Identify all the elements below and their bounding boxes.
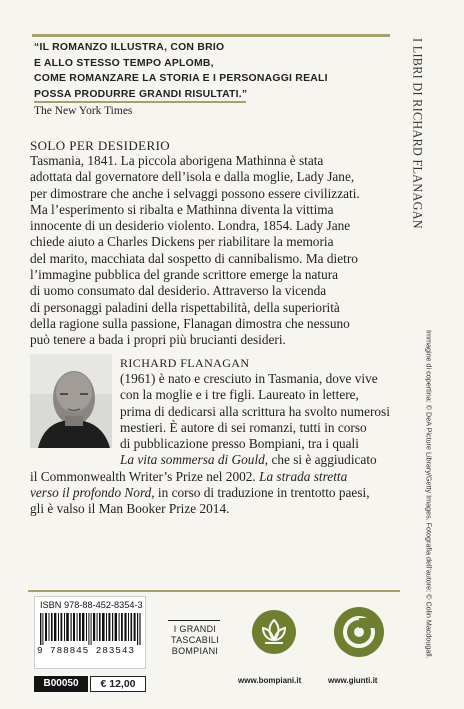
series-line: I GRANDI (173, 624, 217, 634)
isbn-label: ISBN 978-88-452-8354-3 (40, 600, 143, 610)
quote-line: COME ROMANZARE LA STORIA E I PERSONAGGI REALI (34, 73, 328, 85)
bio-line: prima di dedicarsi alla scrittura ha svolto numerosi (120, 403, 390, 419)
quote-line: “IL ROMANZO ILLUSTRA, CON BRIO (34, 42, 225, 53)
bompiani-url: www.bompiani.it (238, 676, 302, 685)
bio-text: il Commonwealth Writer’s Prize nel 2002. (30, 468, 256, 484)
bio-italic-title: verso il profondo Nord (30, 485, 152, 501)
bio-line: di pubblicazione presso Bompiani, tra i quali (120, 436, 359, 452)
image-credits: Immagine di copertina: © DeA Picture Library/Getty Images. Fotografia dell’autore: © Colin Macdougall. (424, 330, 434, 659)
bio-line: con la moglie e i tre figli. Laureato in lettere, (120, 387, 359, 403)
barcode-icon (38, 613, 142, 645)
author-bio (30, 371, 405, 518)
giunti-swirl-icon (334, 607, 384, 657)
giunti-logo-icon (334, 607, 384, 657)
series-line: BOMPIANI (171, 646, 219, 656)
bottom-rule (28, 590, 400, 592)
price-tag: € 12,00 (90, 676, 146, 692)
quote-line: E ALLO STESSO TEMPO APLOMB, (34, 57, 214, 69)
synopsis-text (30, 153, 400, 349)
quote-line: POSSA PRODURRE GRANDI RISULTATI.” (34, 88, 248, 100)
synopsis-line: Ma l’esperimento si ribalta e Mathinna diventa la vittima (30, 201, 334, 217)
bio-line (30, 452, 405, 468)
synopsis-line: l’immagine pubblica del grande scrittore emerge la natura (30, 267, 339, 283)
bio-line (30, 485, 405, 501)
synopsis-line: di personaggi paladini della rispettabilità, della superiorità (30, 299, 340, 315)
press-quote (34, 40, 394, 102)
series-label (160, 624, 230, 657)
series-line: TASCABILI (170, 635, 220, 645)
barcode-number: 9 788845 283543 (37, 645, 135, 656)
synopsis-line: di uomo consumato dal desiderio. Attraverso la vicenda (30, 283, 327, 299)
bio-line: gli è valso il Man Booker Prize 2014. (30, 501, 230, 517)
book-title: SOLO PER DESIDERIO (30, 138, 171, 153)
synopsis-line: della ragione sulla passione, Flanagan dimostra che nessuno (30, 315, 350, 331)
catalog-code: B00050 (34, 676, 88, 692)
bio-text: , in corso di traduzione in trentotto paesi, (151, 485, 370, 501)
bio-italic-title: La strada stretta (259, 468, 348, 484)
quote-rule (34, 101, 246, 103)
bio-line: mestieri. È autore di sei romanzi, tutti in corso (120, 419, 367, 435)
synopsis-line: chiede aiuto a Charles Dickens per riabilitare la memoria (30, 234, 334, 250)
synopsis-line: adottata dal governatore dell’isola e dalla moglie, Lady Jane, (30, 169, 355, 185)
bio-italic-title: La vita sommersa di Gould (120, 452, 265, 468)
quote-source: The New York Times (34, 105, 133, 117)
giunti-url: www.giunti.it (328, 676, 378, 685)
bio-text: , che si è aggiudicato (264, 452, 377, 468)
author-name: RICHARD FLANAGAN (120, 356, 250, 370)
synopsis-line: del marito, macchiata dal sospetto di cannibalismo. Ma dietro (30, 250, 358, 266)
series-vertical-title: I LIBRI DI RICHARD FLANAGAN (410, 38, 425, 229)
synopsis-line: per dimostrare che anche i selvaggi possono essere civilizzati. (30, 185, 360, 201)
synopsis-line: Tasmania, 1841. La piccola aborigena Mathinna è stata (30, 153, 324, 168)
synopsis-line: può tenere a bada i propri più brucianti desideri. (30, 332, 286, 348)
top-rule (32, 34, 390, 37)
bompiani-logo-icon (252, 610, 296, 654)
synopsis-line: innocente di un desiderio violento. Londra, 1854. Lady Jane (30, 218, 351, 234)
series-rule (168, 620, 220, 621)
bio-line (30, 469, 405, 485)
lotus-icon (252, 610, 296, 654)
bio-line: (1961) è nato e cresciuto in Tasmania, dove vive (120, 371, 378, 386)
